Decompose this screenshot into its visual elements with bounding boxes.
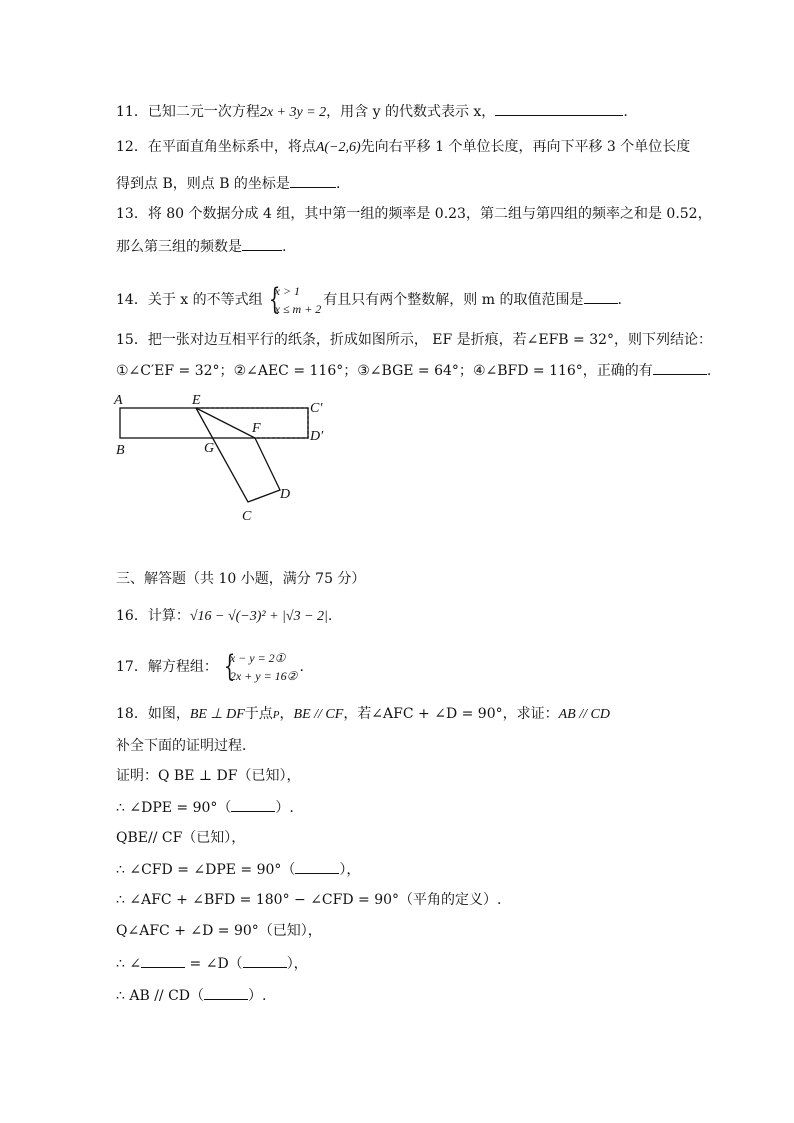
proof-line-7-c: ）， bbox=[286, 956, 308, 972]
label-C: C bbox=[242, 509, 252, 524]
q18-prefix: 18．如图， bbox=[116, 706, 190, 722]
proof-line-3 bbox=[116, 828, 245, 848]
proof-line-8-a: ∴ AB // CD（ bbox=[116, 988, 205, 1004]
proof-line-4-a: ∴ ∠CFD = ∠DPE = 90°（ bbox=[116, 862, 296, 878]
proof-line-2-a: ∴ ∠DPE = 90°（ bbox=[116, 800, 232, 816]
q18-point-p: P bbox=[272, 709, 280, 721]
proof-line-2-b: ）. bbox=[275, 800, 294, 816]
proof-line-6 bbox=[116, 921, 322, 941]
strip-rectangle bbox=[120, 408, 308, 438]
section-3-title-text: 三、解答题（共 10 小题，满分 75 分） bbox=[116, 571, 366, 587]
proof-line-8 bbox=[116, 985, 266, 1006]
question-17 bbox=[116, 649, 304, 685]
q18-be-perp-df: BE ⊥ DF bbox=[189, 707, 245, 722]
section-3-title bbox=[116, 569, 365, 589]
q15-end: . bbox=[706, 363, 712, 379]
q14-brace: { bbox=[268, 282, 280, 317]
q11-end: . bbox=[623, 104, 628, 120]
proof-line-1 bbox=[116, 766, 300, 786]
q16-expression: √16 − √(−3)² + |√3 − 2| bbox=[189, 609, 328, 624]
q14-answer-blank[interactable] bbox=[584, 289, 618, 304]
q15-choice-1: ①∠C′EF = 32°； bbox=[116, 363, 234, 379]
q14-suffix: 有且只有两个整数解，则 m 的取值范围是 bbox=[323, 292, 584, 308]
label-B: B bbox=[116, 443, 125, 458]
q15-choice-4: ④∠BFD = 116°， bbox=[472, 363, 597, 379]
q17-row-2: 2x + y = 16② bbox=[229, 669, 298, 683]
q11-prefix: 11．已知二元一次方程 bbox=[116, 104, 260, 120]
proof-line-2 bbox=[116, 797, 294, 818]
question-12-line-1 bbox=[116, 137, 690, 158]
q12-prefix: 12．在平面直角坐标系中，将点 bbox=[116, 139, 316, 155]
question-13-line-1 bbox=[116, 204, 712, 224]
q18-ab-parallel-cd: AB // CD bbox=[558, 707, 610, 722]
proof-line-3-text: QBE// CF（已知）， bbox=[116, 830, 246, 846]
proof-line-5 bbox=[116, 890, 501, 910]
q12-point: A(−2,6) bbox=[315, 140, 361, 155]
q18-be-parallel-cf: BE // CF bbox=[293, 707, 344, 722]
folded-strip-figure bbox=[112, 390, 342, 530]
q14-end: . bbox=[617, 292, 622, 308]
q13-end: . bbox=[282, 239, 287, 255]
q11-equation: 2x + 3y = 2 bbox=[259, 105, 327, 120]
question-16 bbox=[116, 606, 332, 627]
label-C-prime: C′ bbox=[310, 401, 323, 416]
q12-line-2: 得到点 B，则点 B 的坐标是 bbox=[116, 176, 290, 192]
q15-answer-blank[interactable] bbox=[653, 360, 707, 375]
q12-suffix: 先向右平移 1 个单位长度，再向下平移 3 个单位长度 bbox=[360, 139, 691, 155]
proof-line-4 bbox=[116, 859, 360, 880]
q17-prefix: 17．解方程组： bbox=[116, 659, 218, 675]
label-E: E bbox=[192, 393, 201, 408]
proof-line-6-text: Q∠AFC + ∠D = 90°（已知）， bbox=[116, 923, 322, 939]
q18-at-point: 于点 bbox=[244, 706, 273, 722]
q13-answer-blank[interactable] bbox=[242, 236, 282, 251]
q18-instruction: 补全下面的证明过程． bbox=[116, 738, 256, 754]
proof-line-7-b: = ∠D（ bbox=[185, 956, 243, 972]
q13-line-1: 13．将 80 个数据分成 4 组，其中第一组的频率是 0.23，第二组与第四组的频率之和是 0.52， bbox=[116, 206, 712, 222]
q18-condition: ，若∠AFC + ∠D = 90°，求证： bbox=[343, 706, 559, 722]
proof-line-1-text: 证明：Q BE ⊥ DF（已知）， bbox=[116, 768, 301, 784]
question-14 bbox=[116, 282, 622, 318]
q17-equation-system bbox=[220, 649, 298, 685]
q14-row-2: x ≤ m + 2 bbox=[274, 302, 322, 316]
proof-line-8-b: ）. bbox=[248, 988, 267, 1004]
q16-prefix: 16．计算： bbox=[116, 608, 190, 624]
q18-comma: ， bbox=[279, 706, 294, 722]
question-18-line-2 bbox=[116, 736, 256, 756]
question-11 bbox=[116, 101, 628, 123]
label-D-prime: D′ bbox=[310, 429, 324, 444]
q14-prefix: 14．关于 x 的不等式组 bbox=[116, 292, 263, 308]
q11-answer-blank[interactable] bbox=[495, 101, 623, 116]
proof-line-7 bbox=[116, 953, 308, 974]
proof-blank-2[interactable] bbox=[295, 859, 339, 874]
proof-blank-3[interactable] bbox=[141, 953, 185, 968]
q12-answer-blank[interactable] bbox=[290, 173, 336, 188]
q14-inequality-system bbox=[265, 282, 322, 318]
question-12-line-2 bbox=[116, 173, 340, 194]
question-18-line-1 bbox=[116, 704, 610, 725]
label-D: D bbox=[280, 487, 291, 502]
q14-row-1: x > 1 bbox=[274, 284, 301, 298]
q16-end: . bbox=[327, 608, 333, 624]
q17-end: . bbox=[299, 659, 304, 675]
q12-end: . bbox=[335, 176, 341, 192]
proof-line-4-b: ）， bbox=[339, 862, 361, 878]
proof-line-7-a: ∴ ∠ bbox=[116, 956, 142, 972]
q17-row-1: x − y = 2① bbox=[229, 651, 286, 665]
question-15-line-2 bbox=[116, 360, 711, 381]
proof-blank-1[interactable] bbox=[231, 797, 275, 812]
q17-brace: { bbox=[223, 649, 236, 684]
label-A: A bbox=[114, 393, 123, 408]
label-F: F bbox=[252, 421, 261, 436]
label-G: G bbox=[204, 441, 215, 456]
q15-choice-3: ③∠BGE = 64°； bbox=[357, 363, 473, 379]
proof-line-5-text: ∴ ∠AFC + ∠BFD = 180° − ∠CFD = 90°（平角的定义）. bbox=[116, 892, 502, 908]
q15-tail: 正确的有 bbox=[596, 363, 653, 379]
q15-choice-2: ②∠AEC = 116°； bbox=[233, 363, 358, 379]
proof-blank-4[interactable] bbox=[243, 953, 287, 968]
question-15-line-1 bbox=[116, 330, 712, 350]
q13-line-2: 那么第三组的频数是 bbox=[116, 239, 242, 255]
question-13-line-2 bbox=[116, 236, 286, 257]
proof-blank-5[interactable] bbox=[204, 985, 248, 1000]
q11-suffix: ，用含 y 的代数式表示 x， bbox=[326, 104, 496, 120]
q15-line-1: 15．把一张对边互相平行的纸条，折成如图所示， EF 是折痕，若∠EFB = 32°，则下列结论： bbox=[116, 332, 713, 348]
